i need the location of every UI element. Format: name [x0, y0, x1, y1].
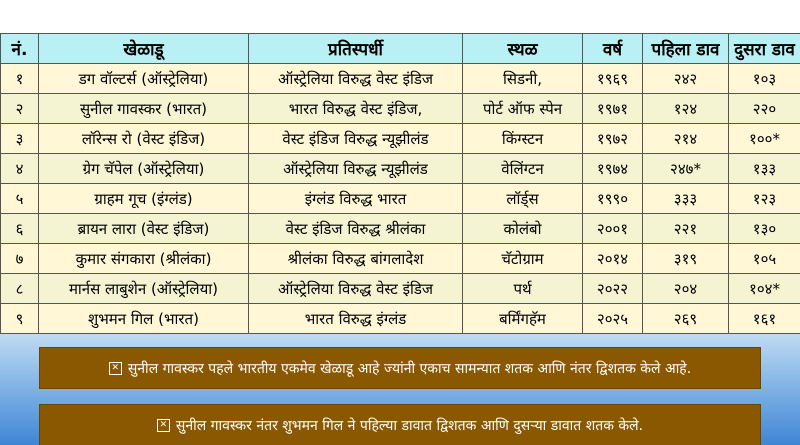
- header-player: खेळाडू: [39, 34, 249, 64]
- cell-second-innings: १०३: [729, 64, 800, 94]
- cell-opponent: वेस्ट इंडिज विरुद्ध न्यूझीलंड: [249, 124, 463, 154]
- note-text-2: सुनील गावस्कर नंतर शुभमन गिल ने पहिल्या डावात द्विशतक आणि दुसऱ्या डावात शतक केले.: [175, 417, 644, 434]
- cell-first-innings: २४७*: [643, 154, 729, 184]
- header-year: वर्ष: [583, 34, 643, 64]
- table-row: [1, 64, 800, 94]
- cell-second-innings: १३०: [729, 214, 800, 244]
- cell-first-innings: २६९: [643, 304, 729, 334]
- cell-number: ३: [1, 124, 39, 154]
- cell-year: १९९०: [583, 184, 643, 214]
- cell-player: लॉरेन्स रो (वेस्ट इंडिज): [39, 124, 249, 154]
- note-text-1: सुनील गावस्कर पहले भारतीय एकमेव खेळाडू आहे ज्यांनी एकाच सामन्यात शतक आणि नंतर द्विशतक केले आहे.: [127, 360, 692, 377]
- cell-player: डग वॉल्टर्स (ऑस्ट्रेलिया): [39, 64, 249, 94]
- note-banner-1: [40, 348, 760, 388]
- table-row: [1, 214, 800, 244]
- cell-venue: चॅटोग्राम: [463, 244, 583, 274]
- cell-first-innings: २४२: [643, 64, 729, 94]
- table-row: [1, 124, 800, 154]
- cell-year: २०२५: [583, 304, 643, 334]
- records-table: [0, 33, 800, 334]
- cell-year: २००१: [583, 214, 643, 244]
- cell-number: ४: [1, 154, 39, 184]
- cell-number: ९: [1, 304, 39, 334]
- cell-first-innings: २१४: [643, 124, 729, 154]
- table-row: [1, 154, 800, 184]
- cell-first-innings: २०४: [643, 274, 729, 304]
- header-first-innings: पहिला डाव: [643, 34, 729, 64]
- cell-number: २: [1, 94, 39, 124]
- records-table-container: [0, 33, 800, 334]
- cell-opponent: ऑस्ट्रेलिया विरुद्ध वेस्ट इंडिज: [249, 274, 463, 304]
- table-row: [1, 244, 800, 274]
- cell-second-innings: १३३: [729, 154, 800, 184]
- cell-opponent: ऑस्ट्रेलिया विरुद्ध न्यूझीलंड: [249, 154, 463, 184]
- cell-year: १९६९: [583, 64, 643, 94]
- note-banner-2: [40, 405, 760, 445]
- cell-venue: सिडनी,: [463, 64, 583, 94]
- cell-player: मार्नस लाबुशेन (ऑस्ट्रेलिया): [39, 274, 249, 304]
- cell-venue: वेलिंग्टन: [463, 154, 583, 184]
- header-opponent: प्रतिस्पर्धी: [249, 34, 463, 64]
- table-row: [1, 184, 800, 214]
- cell-player: ग्राहम गूच (इंग्लंड): [39, 184, 249, 214]
- cell-number: ८: [1, 274, 39, 304]
- header-number: नं.: [1, 34, 39, 64]
- cell-second-innings: १०५: [729, 244, 800, 274]
- checkbox-icon: ✕: [157, 419, 170, 432]
- cell-player: ब्रायन लारा (वेस्ट इंडिज): [39, 214, 249, 244]
- cell-player: ग्रेग चॅपेल (ऑस्ट्रेलिया): [39, 154, 249, 184]
- cell-venue: पर्थ: [463, 274, 583, 304]
- cell-year: १९७४: [583, 154, 643, 184]
- cell-venue: किंग्स्टन: [463, 124, 583, 154]
- cell-venue: लॉर्ड्स: [463, 184, 583, 214]
- cell-first-innings: ३३३: [643, 184, 729, 214]
- cell-year: २०२२: [583, 274, 643, 304]
- cell-second-innings: १२३: [729, 184, 800, 214]
- table-row: [1, 304, 800, 334]
- cell-first-innings: १२४: [643, 94, 729, 124]
- cell-opponent: ऑस्ट्रेलिया विरुद्ध वेस्ट इंडिज: [249, 64, 463, 94]
- cell-opponent: भारत विरुद्ध वेस्ट इंडिज,: [249, 94, 463, 124]
- table-row: [1, 94, 800, 124]
- cell-number: ७: [1, 244, 39, 274]
- cell-venue: बर्मिंगहॅम: [463, 304, 583, 334]
- cell-venue: कोलंबो: [463, 214, 583, 244]
- cell-second-innings: १००*: [729, 124, 800, 154]
- cell-number: १: [1, 64, 39, 94]
- cell-second-innings: १०४*: [729, 274, 800, 304]
- cell-venue: पोर्ट ऑफ स्पेन: [463, 94, 583, 124]
- cell-player: सुनील गावस्कर (भारत): [39, 94, 249, 124]
- cell-second-innings: १६१: [729, 304, 800, 334]
- cell-player: कुमार संगकारा (श्रीलंका): [39, 244, 249, 274]
- cell-opponent: वेस्ट इंडिज विरुद्ध श्रीलंका: [249, 214, 463, 244]
- header-second-innings: दुसरा डाव: [729, 34, 800, 64]
- cell-number: ५: [1, 184, 39, 214]
- cell-opponent: भारत विरुद्ध इंग्लंड: [249, 304, 463, 334]
- cell-opponent: इंग्लंड विरुद्ध भारत: [249, 184, 463, 214]
- cell-number: ६: [1, 214, 39, 244]
- cell-opponent: श्रीलंका विरुद्ध बांगलादेश: [249, 244, 463, 274]
- table-header-row: [1, 34, 800, 64]
- cell-first-innings: २२१: [643, 214, 729, 244]
- header-venue: स्थळ: [463, 34, 583, 64]
- checkbox-icon: ✕: [109, 362, 122, 375]
- cell-year: २०१४: [583, 244, 643, 274]
- cell-second-innings: २२०: [729, 94, 800, 124]
- cell-year: १९७१: [583, 94, 643, 124]
- cell-year: १९७२: [583, 124, 643, 154]
- cell-player: शुभमन गिल (भारत): [39, 304, 249, 334]
- cell-first-innings: ३१९: [643, 244, 729, 274]
- table-row: [1, 274, 800, 304]
